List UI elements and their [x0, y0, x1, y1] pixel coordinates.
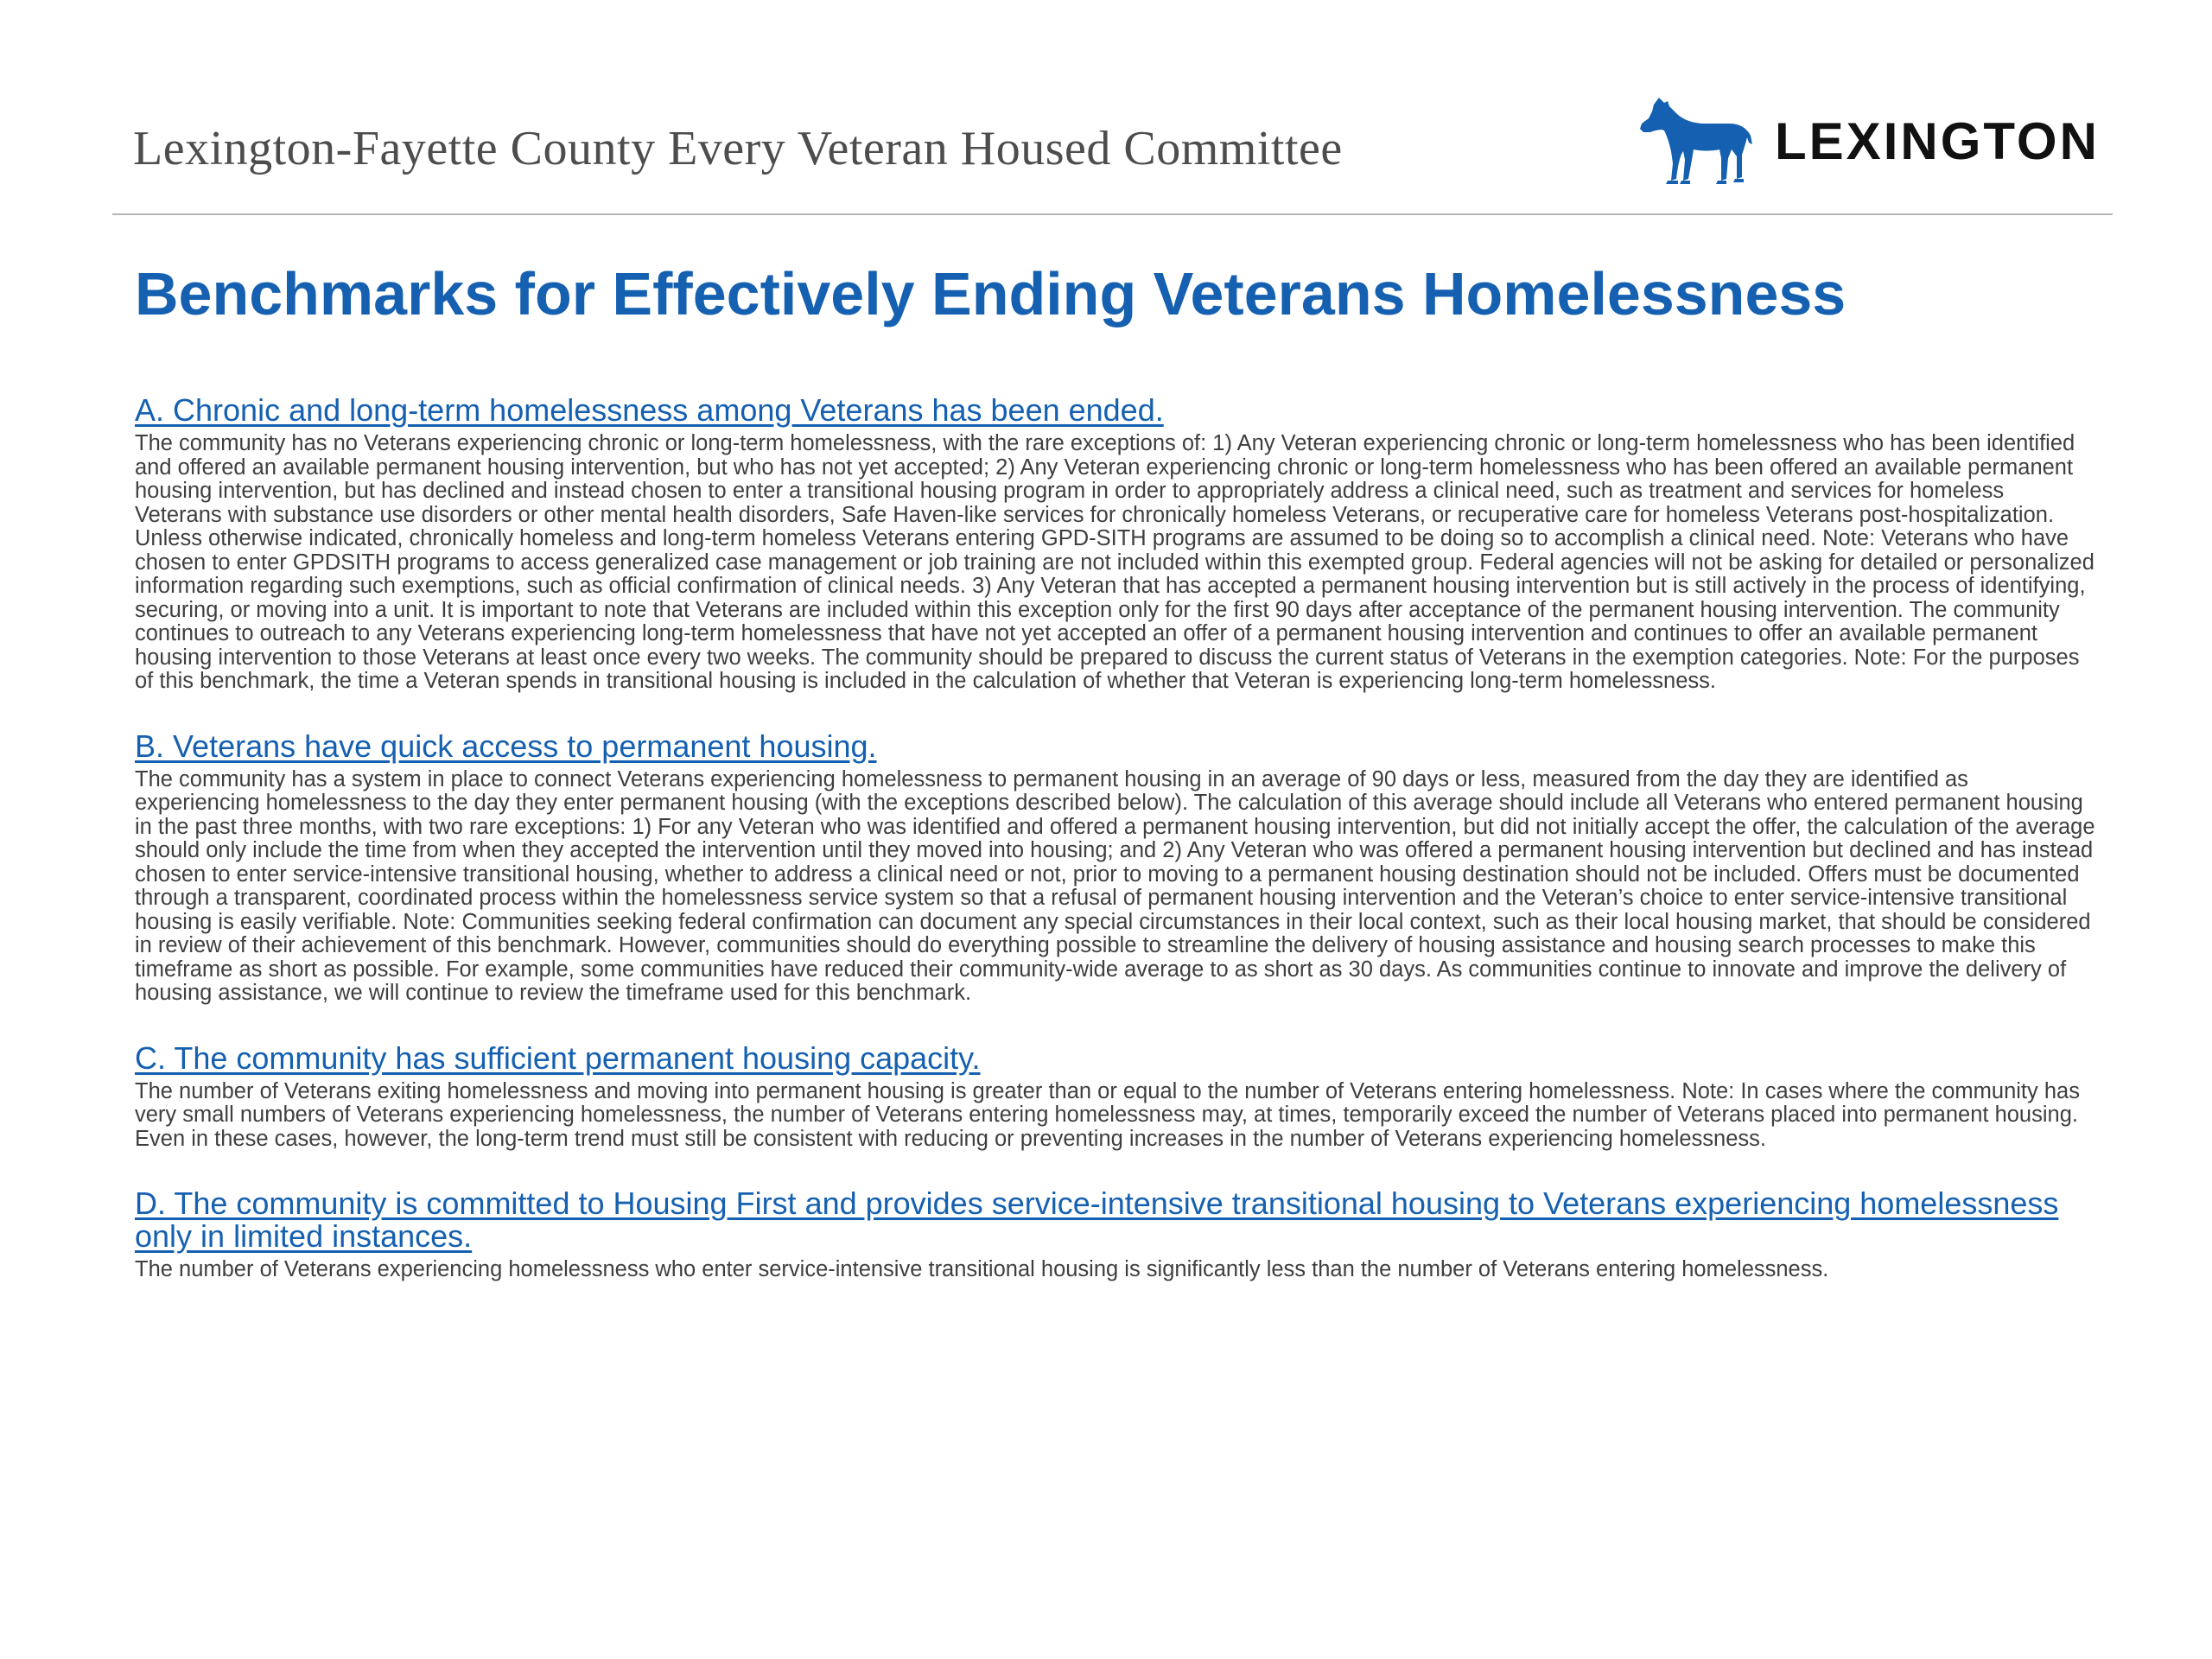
committee-header: Lexington-Fayette County Every Veteran Housed Committee	[133, 122, 1343, 175]
benchmark-heading-b[interactable]: B. Veterans have quick access to permanent housing.	[135, 728, 877, 764]
benchmark-body-c: The number of Veterans exiting homelessness and moving into permanent housing is greater than or equal to the number of Veterans entering homelessness. Note: In cases where the community has very small numbers of Veterans experiencing homelessness, the number of Veterans entering homelessness may, at times, temporarily exceed the number of Veterans placed into permanent housing. Even in these cases, however, the long-term trend must still be consistent with reducing or preventing increases in the number of Veterans experiencing homelessness.	[135, 1078, 2080, 1151]
benchmark-body-b: The community has a system in place to connect Veterans experiencing homelessness to permanent housing in an average of 90 days or less, measured from the day they are identified as experiencing homelessness to the day they enter permanent housing (with the exceptions described below). The calculation of this average should include all Veterans who entered permanent housing in the past three months, with two rare exceptions: 1) For any Veteran who was identified and offered a permanent housing intervention, but did not initially accept the offer, the calculation of the average should only include the time from when they accepted the intervention until they moved into housing; and 2) Any Veteran who was offered a permanent housing intervention but declined and has instead chosen to enter service-intensive transitional housing, whether to address a clinical need or not, prior to moving to a permanent housing destination should not be included. Offers must be documented through a transparent, coordinated process within the homelessness service system so that a refusal of permanent housing intervention and the Veteran’s choice to enter service-intensive transitional housing is easily verifiable. Note: Communities seeking federal confirmation can document any special circumstances in their local context, such as their local housing market, that should be considered in review of their achievement of this benchmark. However, communities should do everything possible to streamline the delivery of housing assistance and housing search processes to make this timeframe as short as possible. For example, some communities have reduced their community-wide average to as short as 30 days. As communities continue to innovate and improve the delivery of housing assistance, we will continue to review the timeframe used for this benchmark.	[135, 766, 2095, 1005]
benchmark-section-c	[135, 1039, 2096, 1152]
benchmark-heading-a[interactable]: A. Chronic and long-term homelessness among Veterans has been ended.	[135, 392, 1164, 428]
page-title: Benchmarks for Effectively Ending Veterans Homelessness	[135, 260, 1847, 327]
horse-icon	[1633, 94, 1754, 188]
benchmarks-content	[135, 394, 2096, 1282]
benchmark-body-a: The community has no Veterans experiencing chronic or long-term homelessness, with the rare exceptions of: 1) Any Veteran experiencing chronic or long-term homelessness who has been identified and offered an available permanent housing intervention, but who has not yet accepted; 2) Any Veteran experiencing chronic or long-term homelessness who has been offered an available permanent housing intervention, but has declined and instead chosen to enter a transitional housing program in order to appropriately address a clinical need, such as treatment and services for homeless Veterans with substance use disorders or other mental health disorders, Safe Haven-like services for chronically homeless Veterans, or recuperative care for homeless Veterans post-hospitalization. Unless otherwise indicated, chronically homeless and long-term homeless Veterans entering GPD-SITH programs are assumed to be doing so to accomplish a clinical need. Note: Veterans who have chosen to enter GPDSITH programs to access generalized case management or job training are not included within this exempted group. Federal agencies will not be asking for detailed or personalized information regarding such exemptions, such as official confirmation of clinical needs. 3) Any Veteran that has accepted a permanent housing intervention but is still actively in the process of identifying, securing, or moving into a unit. It is important to note that Veterans are included within this exception only for the first 90 days after acceptance of the permanent housing intervention. The community continues to outreach to any Veterans experiencing long-term homelessness that have not yet accepted an offer of a permanent housing intervention and continues to offer an available permanent housing intervention to those Veterans at least once every two weeks. The community should be prepared to discuss the current status of Veterans in the exemption categories. Note: For the purposes of this benchmark, the time a Veteran spends in transitional housing is included in the calculation of whether that Veteran is experiencing long-term homelessness.	[135, 431, 2094, 693]
benchmark-heading-d[interactable]: D. The community is committed to Housing First and provides service-intensive transitional housing to Veterans experiencing homelessness only in limited instances.	[135, 1185, 2059, 1254]
benchmark-section-d	[135, 1187, 2096, 1282]
benchmark-body-d: The number of Veterans experiencing homelessness who enter service-intensive transitional housing is significantly less than the number of Veterans entering homelessness.	[135, 1257, 1829, 1281]
header-divider	[112, 213, 2113, 215]
lexington-logo	[1633, 93, 2100, 188]
benchmark-section-b	[135, 730, 2096, 1006]
benchmark-heading-c[interactable]: C. The community has sufficient permanent housing capacity.	[135, 1039, 981, 1076]
logo-wordmark: LEXINGTON	[1775, 111, 2100, 170]
benchmark-section-a	[135, 394, 2096, 694]
